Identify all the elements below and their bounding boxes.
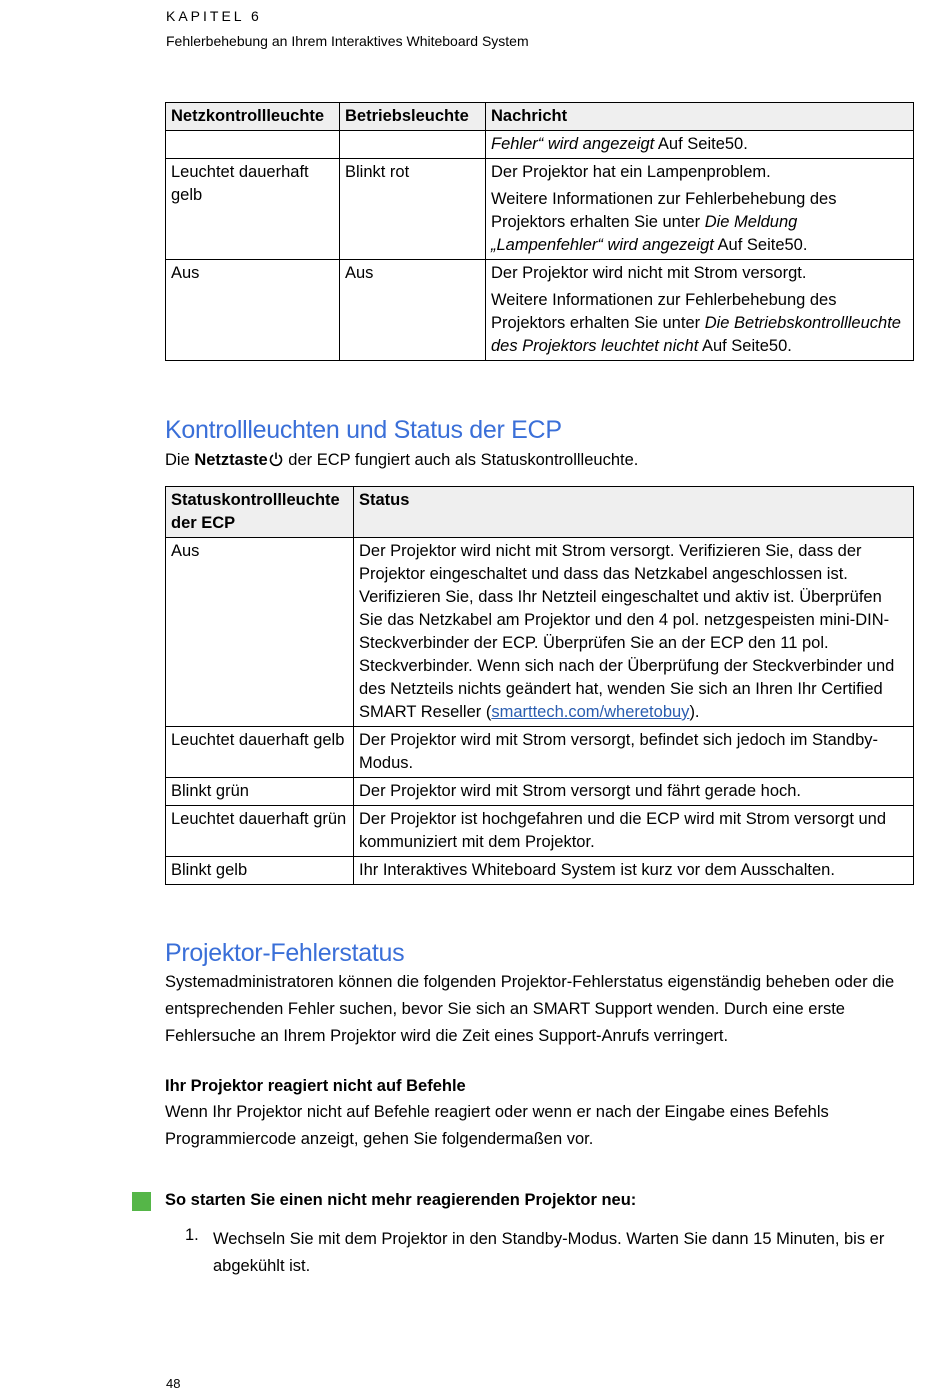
column-header: Netzkontrollleuchte [166, 103, 340, 131]
power-icon [268, 451, 284, 467]
chapter-label: KAPITEL 6 [166, 8, 262, 24]
page-number: 48 [166, 1376, 181, 1391]
table-header-row [166, 103, 914, 131]
status-table-projector [165, 102, 914, 361]
status-cell: Der Projektor wird nicht mit Strom versorgt. Verifizieren Sie, dass der Projektor eingeschaltet und dass das Netzkabel angeschlossen ist. Verifizieren Sie, dass Ihr Netzteil eingeschaltet und aktiv ist. Überprüfen Sie das Netzkabel am Projektor und den 4 pol. netzgespeisten mini-DIN-Steckverbinder der ECP. Überprüfen Sie an der ECP den 11 pol. Steckverbinder. Wenn sich nach der Überprüfung der Steckverbinder und des Netzteils nichts geändert hat, wenden Sie sich an Ihren Ihr Certified SMART Reseller (smarttech.com/wheretobuy). [354, 538, 914, 727]
subsection-body: Wenn Ihr Projektor nicht auf Befehle reagiert oder wenn er nach der Eingabe eines Befehls Programmiercode anzeigt, gehen Sie folgendermaßen vor. [165, 1103, 829, 1148]
status-cell: Der Projektor wird mit Strom versorgt und fährt gerade hoch. [354, 778, 914, 806]
status-cell: Der Projektor ist hochgefahren und die ECP wird mit Strom versorgt und kommuniziert mit dem Projektor. [354, 806, 914, 857]
column-header: Statuskontrollleuchte der ECP [166, 487, 354, 538]
section-intro: Die Netztaste der ECP fungiert auch als Statuskontrollleuchte. [165, 451, 639, 469]
table-header-row [166, 487, 914, 538]
column-header: Status [354, 487, 914, 538]
table-row [166, 159, 914, 260]
table-row [166, 727, 914, 778]
table-row [166, 538, 914, 727]
table-row [166, 806, 914, 857]
section-heading-ecp: Kontrollleuchten und Status der ECP [165, 416, 562, 444]
subsection-heading: Ihr Projektor reagiert nicht auf Befehle [165, 1077, 466, 1095]
table-row [166, 131, 914, 159]
column-header: Betriebsleuchte [340, 103, 486, 131]
status-table-ecp [165, 486, 914, 885]
table-row [166, 857, 914, 885]
power-light-cell: Aus [166, 260, 340, 361]
operation-light-cell: Blinkt rot [340, 159, 486, 260]
step-number: 1. [185, 1226, 199, 1244]
step-text: Wechseln Sie mit dem Projektor in den Standby-Modus. Warten Sie dann 15 Minuten, bis er abgekühlt ist. [213, 1230, 885, 1275]
ecp-light-cell: Blinkt grün [166, 778, 354, 806]
ecp-light-cell: Leuchtet dauerhaft grün [166, 806, 354, 857]
table-row [166, 260, 914, 361]
message-cell: Fehler“ wird angezeigt Auf Seite50. [486, 131, 914, 159]
power-light-cell: Leuchtet dauerhaft gelb [166, 159, 340, 260]
status-cell: Der Projektor wird mit Strom versorgt, befindet sich jedoch im Standby-Modus. [354, 727, 914, 778]
ecp-light-cell: Blinkt gelb [166, 857, 354, 885]
table-row [166, 778, 914, 806]
ecp-light-cell: Leuchtet dauerhaft gelb [166, 727, 354, 778]
column-header: Nachricht [486, 103, 914, 131]
wheretobuy-link[interactable]: smarttech.com/wheretobuy [491, 703, 690, 721]
operation-light-cell: Aus [340, 260, 486, 361]
procedure-marker-icon [132, 1192, 151, 1211]
procedure-title: So starten Sie einen nicht mehr reagierenden Projektor neu: [165, 1191, 637, 1209]
chapter-subtitle: Fehlerbehebung an Ihrem Interaktives Whiteboard System [166, 33, 529, 49]
message-cell: Der Projektor wird nicht mit Strom versorgt. Weitere Informationen zur Fehlerbehebung des Projektors erhalten Sie unter Die Betriebskontrollleuchte des Projektors leuchtet nicht Auf Seite50. [486, 260, 914, 361]
section-body: Systemadministratoren können die folgenden Projektor-Fehlerstatus eigenständig beheben oder die entsprechenden Fehler suchen, bevor Sie sich an SMART Support wenden. Durch eine erste Fehlersuche an Ihrem Projektor wird die Zeit eines Support-Anrufs verringert. [165, 973, 895, 1045]
status-cell: Ihr Interaktives Whiteboard System ist kurz vor dem Ausschalten. [354, 857, 914, 885]
ecp-light-cell: Aus [166, 538, 354, 727]
message-cell: Der Projektor hat ein Lampenproblem. Weitere Informationen zur Fehlerbehebung des Projektors erhalten Sie unter Die Meldung „Lampenfehler“ wird angezeigt Auf Seite50. [486, 159, 914, 260]
section-heading-projector-error: Projektor-Fehlerstatus [165, 939, 405, 967]
